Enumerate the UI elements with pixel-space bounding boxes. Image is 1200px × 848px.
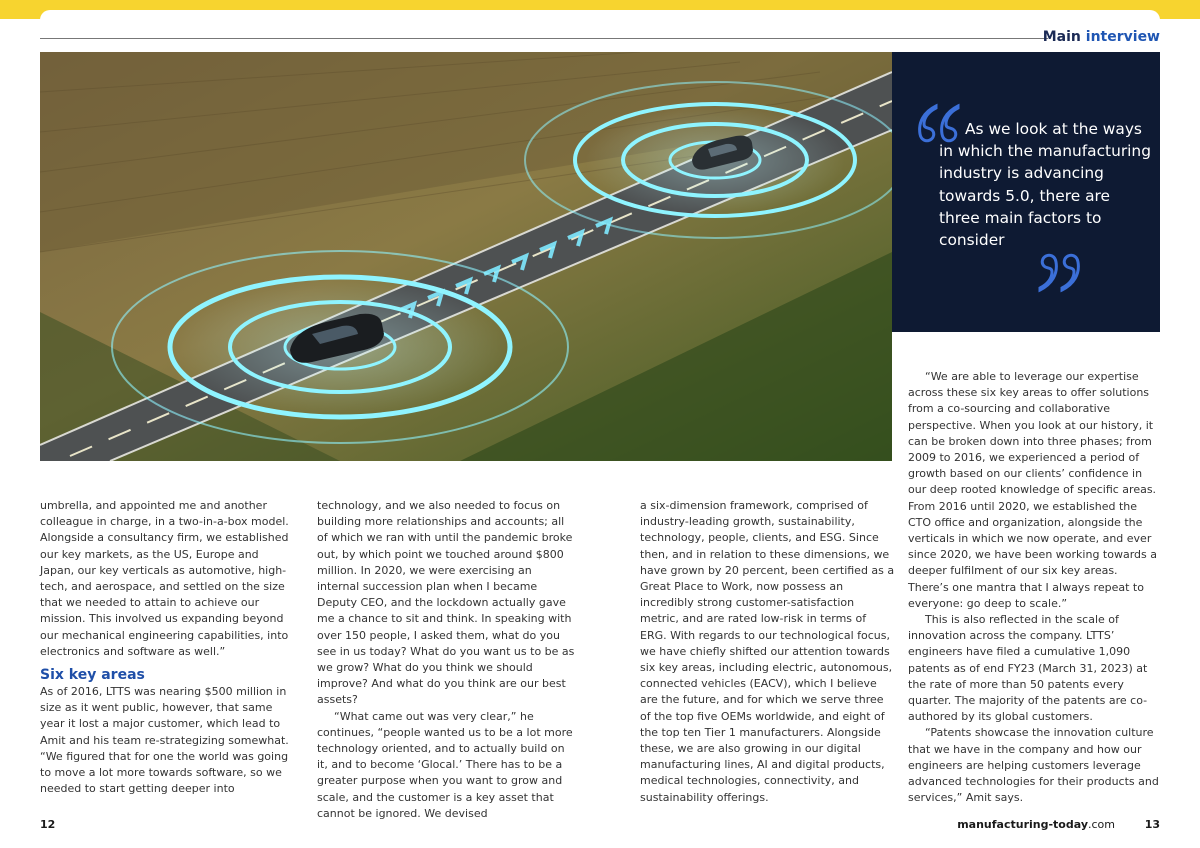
site-url [957, 818, 1115, 831]
quote-close-icon [1034, 252, 1082, 294]
page-number-left: 12 [40, 818, 56, 831]
paragraph: technology, and we also needed to focus on building more relationships and accounts; all of which we ran with until the pandemic broke out, by which point we touched around $800 million. In 2020, we were exercising an internal succession plan when I became Deputy CEO, and the lockdown actually gave me a chance to sit and think. In speaking with over 150 people, I asked them, what do you see in us today? What do you want us to be as we grow? What do you think we should improve? And what do you think are our best assets? [317, 499, 575, 707]
top-band-curve [40, 10, 1160, 22]
article-column-1 [40, 498, 290, 797]
article-column-4 [908, 369, 1160, 806]
pull-quote-box [892, 52, 1160, 332]
subheading-six-key-areas: Six key areas [40, 667, 145, 684]
paragraph: As of 2016, LTTS was nearing $500 million in size as it went public, however, that same year it lost a major customer, which lead to Amit and his team re-strategizing somewhat. “We figured that for one the world was going to move a lot more towards software, so we needed to start getting deeper into [40, 685, 289, 796]
article-column-2 [317, 498, 575, 822]
paragraph: “Patents showcase the innovation culture that we have in the company and how our engineers are helping customers leverage advanced technologies for their products and services,” Amit says. [908, 726, 1159, 805]
header-rule [40, 38, 1048, 39]
site-url-suffix: .com [1088, 818, 1115, 831]
site-url-name: manufacturing-today [957, 818, 1088, 831]
section-tag [1043, 29, 1160, 45]
paragraph: This is also reflected in the scale of innovation across the company. LTTS’ engineers have filed a cumulative 1,090 patents as of end FY23 (March 31, 2023) at the rate of more than 50 patents every quarter. The majority of the patents are co-authored by its global customers. [908, 613, 1148, 724]
paragraph: “We are able to leverage our expertise across these six key areas to offer solutions from a co-sourcing and collaborative perspective. When you look at our history, it can be broken down into three phases; from 2009 to 2016, we experienced a period of growth based on our clients’ confidence in our deep rooted knowledge of specific areas. From 2016 until 2020, we established the CTO office and organization, alongside the verticals in which we now operate, and ever since 2020, we have been working towards a deeper fulfilment of our six key areas. There’s one mantra that I always repeat to everyone: go deep to scale.” [908, 370, 1157, 610]
hero-image [40, 52, 892, 461]
paragraph: umbrella, and appointed me and another colleague in charge, in a two-in-a-box model. Alongside a consultancy firm, we established our key markets, as the US, Europe and Japan, our key verticals as automotive, high-tech, and aerospace, and settled on the size that we needed to attain to achieve our mission. This involved us expanding beyond our mechanical engineering capabilities, into electronics and software as well.” [40, 499, 289, 658]
paragraph: “What came out was very clear,” he continues, “people wanted us to be a lot more technology oriented, and to actually build on it, and to become ‘Glocal.’ There has to be a greater purpose when you want to grow and scale, and the customer is a key asset that cannot be ignored. We devised [317, 709, 573, 820]
pull-quote-text: As we look at the ways in which the manufacturing industry is advancing towards 5.0, there are three main factors to consider [939, 120, 1151, 250]
connected-cars-road-photo [40, 52, 892, 461]
paragraph: a six-dimension framework, comprised of industry-leading growth, sustainability, technology, people, clients, and ESG. Since then, and in relation to these dimensions, we have grown by 20 percent, been certified as a Great Place to Work, now possess an incredibly strong customer-satisfaction metric, and are rated low-risk in terms of ERG. With regards to our technological focus, we have chiefly shifted our attention towards six key areas, including electric, autonomous, connected vehicles (EACV), which I believe are the future, and for which we serve three of the top five OEMs worldwide, and eight of the top ten Tier 1 manufacturers. Alongside these, we are also growing in our digital manufacturing lines, AI and digital products, medical technologies, connectivity, and sustainability offerings. [640, 499, 895, 804]
section-tag-main: Main [1042, 29, 1081, 45]
section-tag-accent: interview [1085, 29, 1160, 45]
article-column-3 [640, 498, 895, 806]
page-number-right: 13 [1144, 818, 1160, 831]
